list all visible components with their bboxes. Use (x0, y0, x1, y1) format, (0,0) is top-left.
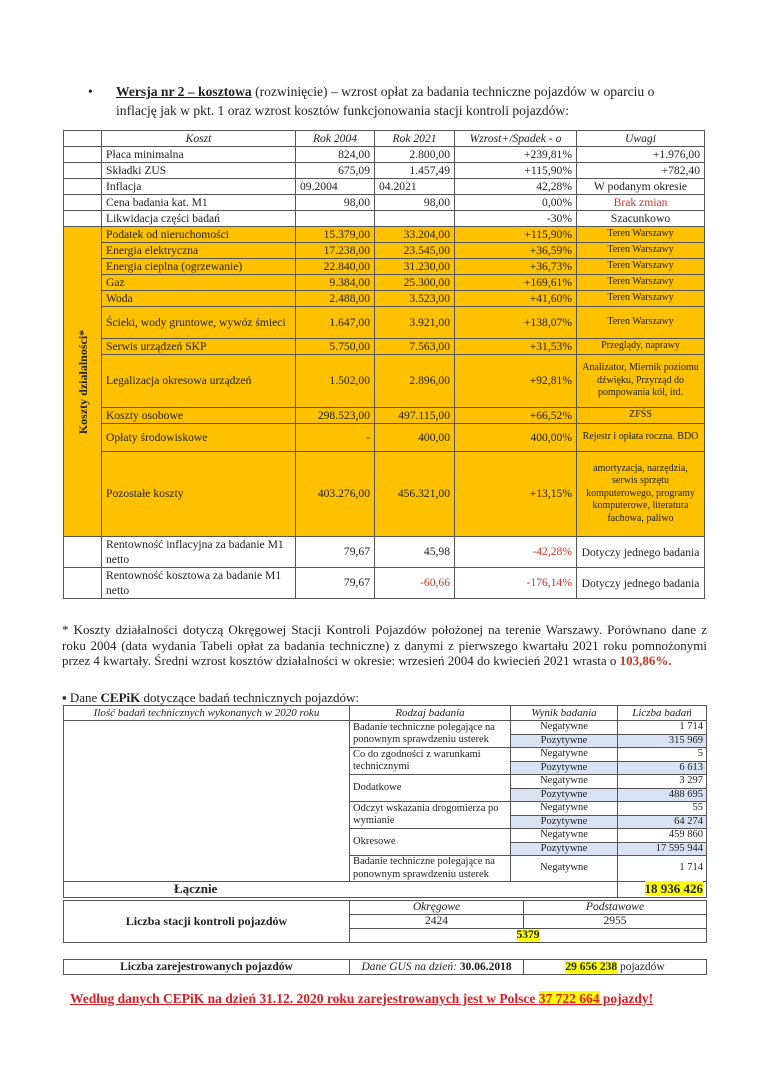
header-change: Wzrost+/Spadek - o (455, 131, 577, 147)
table-row (64, 424, 705, 452)
table-cell: Negatywne (511, 748, 618, 762)
stations-table (63, 900, 707, 943)
table-cell: +138,07% (455, 307, 577, 339)
table-cell: Pozytywne (511, 842, 618, 856)
table-cell: Składki ZUS (102, 163, 296, 179)
table-cell: 25.300,00 (375, 275, 455, 291)
stations-label: Liczba stacji kontroli pojazdów (64, 901, 350, 943)
table-cell: Gaz (102, 275, 296, 291)
table-cell: Okresowe (350, 829, 511, 856)
table-cell: Rentowność kosztowa za badanie M1 netto (102, 568, 296, 599)
table-cell: 33.204,00 (375, 227, 455, 243)
table-row (64, 227, 705, 243)
table-cell: Dotyczy jednego badania (577, 537, 705, 568)
table-cell: +115,90% (455, 227, 577, 243)
table-cell: 403.276,00 (296, 452, 375, 537)
table-cell: -42,28% (455, 537, 577, 568)
table-row (64, 147, 705, 163)
table-cell: Pozytywne (511, 761, 618, 775)
table-row (64, 960, 707, 975)
table-cell: Rejestr i opłata roczna. BDO (577, 424, 705, 452)
table-row (64, 163, 705, 179)
table-cell: Co do zgodności z warunkami technicznymi (350, 748, 511, 775)
stations-okregowe: 2424 (350, 915, 524, 929)
table-cell: Płaca minimalna (102, 147, 296, 163)
table-cell: 5.750,00 (296, 339, 375, 355)
table-cell: Opłaty środowiskowe (102, 424, 296, 452)
table-cell: 488 695 (618, 788, 707, 802)
table-cell: Dotyczy jednego badania (577, 568, 705, 599)
table-cell (64, 211, 102, 227)
table-cell: 824,00 (296, 147, 375, 163)
table-cell (64, 163, 102, 179)
registered-table (63, 959, 707, 975)
table-cell: 5 (618, 748, 707, 762)
table-cell (64, 147, 102, 163)
table-cell: 400,00% (455, 424, 577, 452)
table-cell: +1.976,00 (577, 147, 705, 163)
table-cell: -30% (455, 211, 577, 227)
table-cell (64, 195, 102, 211)
table-cell (64, 537, 102, 568)
table-cell: 1 714 (618, 721, 707, 735)
total-value: 18 936 426 (644, 881, 703, 897)
table-cell: Liczba badań (618, 706, 707, 721)
table-cell: 98,00 (296, 195, 375, 211)
cepik-table (63, 705, 707, 898)
intro-lead: Wersja nr 2 – kosztowa (116, 84, 252, 99)
table-cell: Wynik badania (511, 706, 618, 721)
group-label-cell (64, 227, 102, 537)
table-cell: 1.457,49 (375, 163, 455, 179)
table-cell (350, 929, 707, 943)
table-cell: Odczyt wskazania drogomierza po wymianie (350, 802, 511, 829)
header-2021: Rok 2021 (375, 131, 455, 147)
table-cell: 98,00 (375, 195, 455, 211)
table-row (64, 339, 705, 355)
table-row (64, 307, 705, 339)
table-cell: +13,15% (455, 452, 577, 537)
table-cell: +36,73% (455, 259, 577, 275)
table-cell: 3 297 (618, 775, 707, 789)
table-cell: Pozytywne (511, 788, 618, 802)
table-cell: +66,52% (455, 408, 577, 424)
table-cell: Legalizacja okresowa urządzeń (102, 355, 296, 408)
table-cell: Energia cieplna (ogrzewanie) (102, 259, 296, 275)
table-cell: Teren Warszawy (577, 275, 705, 291)
table-cell: 675,09 (296, 163, 375, 179)
table-cell: W podanym okresie (577, 179, 705, 195)
table-cell: Likwidacja części badań (102, 211, 296, 227)
table-cell: 55 (618, 802, 707, 816)
table-cell: Ścieki, wody gruntowe, wywóz śmieci (102, 307, 296, 339)
table-cell: 79,67 (296, 568, 375, 599)
table-cell: 1.502,00 (296, 355, 375, 408)
table-row (64, 243, 705, 259)
table-cell: Negatywne (511, 775, 618, 789)
total-value-cell (618, 882, 707, 898)
table-row (64, 195, 705, 211)
table-cell: Pozytywne (511, 815, 618, 829)
table-row (64, 568, 705, 599)
table-cell: Teren Warszawy (577, 291, 705, 307)
table-cell: Serwis urządzeń SKP (102, 339, 296, 355)
table-cell: 2.800,00 (375, 147, 455, 163)
table-cell: Negatywne (511, 802, 618, 816)
table-row (64, 355, 705, 408)
header-koszt: Koszt (102, 131, 296, 147)
table-cell: ZFŚS (577, 408, 705, 424)
footnote (62, 622, 707, 669)
stations-sum: 5379 (516, 929, 540, 941)
final-value: 37 722 664 (538, 991, 600, 1006)
table-cell: Ilość badań technicznych wykonanych w 2020 roku (64, 706, 350, 721)
registered-label: Liczba zarejestrowanych pojazdów (64, 960, 350, 975)
table-cell: amortyzacja, narzędzia, serwis sprzętu komputerowego, programy komputerowe, literatura fachowa, paliwo (577, 452, 705, 537)
table-row (64, 452, 705, 537)
table-cell: +36,59% (455, 243, 577, 259)
total-row (64, 882, 707, 898)
table-cell: Teren Warszawy (577, 243, 705, 259)
table-cell: Koszty osobowe (102, 408, 296, 424)
table-cell: 0,00% (455, 195, 577, 211)
table-cell: Przeglądy, naprawy (577, 339, 705, 355)
table-cell: 31.230,00 (375, 259, 455, 275)
table-row (64, 291, 705, 307)
cepik-heading: ▪ Dane CEPiK dotyczące badań technicznych pojazdów: (62, 690, 360, 705)
table-cell (375, 211, 455, 227)
table-cell: Woda (102, 291, 296, 307)
table-cell: 1 714 (618, 856, 707, 882)
table-row (64, 259, 705, 275)
status-no-change: Brak zmian (577, 195, 705, 211)
table-cell: Dodatkowe (350, 775, 511, 802)
table-cell: 315 969 (618, 734, 707, 748)
table-cell: Okręgowe (350, 901, 524, 915)
table-cell: +239,81% (455, 147, 577, 163)
group-label: Koszty działalności* (75, 329, 90, 434)
table-cell: Szacunkowo (577, 211, 705, 227)
registered-count-cell: 29 656 238 pojazdów (524, 960, 707, 975)
intro-text: (rozwinięcie) – wzrost opłat za badania techniczne pojazdów w oparciu o inflację jak w pkt. 1 oraz wzrost kosztów funkcjonowania stacji kontroli pojazdów: (116, 84, 655, 118)
table-cell: Teren Warszawy (577, 227, 705, 243)
table-cell: 79,67 (296, 537, 375, 568)
table-cell (64, 721, 350, 882)
footnote-text: * Koszty działalności dotyczą Okręgowej Stacji Kontroli Pojazdów położonej na terenie Warszawy. Porównano dane z roku 2004 (data wydania Tabeli opłat za badania techniczne) z danymi z pierwszego kwartału 2021 roku pomnożonymi przez 4 kwartały. Średni wzrost kosztów działalności w okresie: wrzesień 2004 do kwiecień 2021 wrasta o (62, 622, 707, 668)
table-cell: Teren Warszawy (577, 259, 705, 275)
table-cell: 42,28% (455, 179, 577, 195)
table-cell: Badanie techniczne polegające na ponownym sprawdzeniu usterek (350, 856, 511, 882)
table-row (64, 275, 705, 291)
table-cell: 64 274 (618, 815, 707, 829)
table-cell: 3.921,00 (375, 307, 455, 339)
table-cell: Rodzaj badania (350, 706, 511, 721)
table-cell: Podatek od nieruchomości (102, 227, 296, 243)
table-cell: 2.488,00 (296, 291, 375, 307)
bullet-icon: ▪ (62, 690, 67, 705)
table-cell: +782,40 (577, 163, 705, 179)
cepik-table-header (64, 706, 707, 721)
table-row (64, 408, 705, 424)
table-cell: 15.379,00 (296, 227, 375, 243)
table-cell: Analizator, Miernik poziomu dźwięku, Przyrząd do pompowania kół, itd. (577, 355, 705, 408)
table-cell: 298.523,00 (296, 408, 375, 424)
table-cell: 2.896,00 (375, 355, 455, 408)
intro-paragraph (88, 82, 698, 120)
table-cell: Negatywne (511, 721, 618, 735)
table-row (64, 537, 705, 568)
table-cell: 09.2004 (296, 179, 375, 195)
table-cell: Negatywne (511, 829, 618, 843)
footnote-value: 103,86%. (619, 653, 672, 668)
table-cell (64, 131, 102, 147)
table-cell: 7.563,00 (375, 339, 455, 355)
table-cell (64, 568, 102, 599)
table-cell: 6 613 (618, 761, 707, 775)
table-row (64, 901, 707, 915)
table-cell: 45,98 (375, 537, 455, 568)
table-cell: - (296, 424, 375, 452)
table-cell: 497.115,00 (375, 408, 455, 424)
table-cell: Rentowność inflacyjna za badanie M1 netto (102, 537, 296, 568)
table-cell: 17.238,00 (296, 243, 375, 259)
table-cell: Podstawowe (524, 901, 707, 915)
table-cell: 459 860 (618, 829, 707, 843)
cost-table-header (64, 131, 705, 147)
table-cell: +92,81% (455, 355, 577, 408)
table-cell: +115,90% (455, 163, 577, 179)
table-cell: 23.545,00 (375, 243, 455, 259)
table-cell: Teren Warszawy (577, 307, 705, 339)
table-cell: 456.321,00 (375, 452, 455, 537)
table-cell: +31,53% (455, 339, 577, 355)
table-cell (296, 211, 375, 227)
table-row (64, 721, 707, 735)
table-cell: 17 595 944 (618, 842, 707, 856)
table-row (64, 211, 705, 227)
table-cell: Negatywne (511, 856, 618, 882)
table-cell: 1.647,00 (296, 307, 375, 339)
table-cell: Inflacja (102, 179, 296, 195)
registered-source: Dane GUS na dzień: 30.06.2018 (350, 960, 524, 975)
header-uwagi: Uwagi (577, 131, 705, 147)
final-statement: Według danych CEPiK na dzień 31.12. 2020 roku zarejestrowanych jest w Polsce 37 722 664 pojazdy! (70, 991, 654, 1006)
total-label: Łącznie (64, 882, 618, 898)
table-cell: 400,00 (375, 424, 455, 452)
table-cell: Pozytywne (511, 734, 618, 748)
header-2004: Rok 2004 (296, 131, 375, 147)
table-cell: -60,66 (375, 568, 455, 599)
registered-count: 29 656 238 (565, 961, 618, 973)
table-cell: Cena badania kat. M1 (102, 195, 296, 211)
table-cell: -176,14% (455, 568, 577, 599)
table-cell: Pozostałe koszty (102, 452, 296, 537)
stations-podstawowe: 2955 (524, 915, 707, 929)
table-cell (64, 179, 102, 195)
table-cell: 3.523,00 (375, 291, 455, 307)
table-cell: +169,61% (455, 275, 577, 291)
table-cell: 9.384,00 (296, 275, 375, 291)
table-cell: Badanie techniczne polegające na ponownym sprawdzeniu usterek (350, 721, 511, 748)
table-cell: 22.840,00 (296, 259, 375, 275)
table-row (64, 179, 705, 195)
cost-table (63, 130, 705, 599)
table-cell: +41,60% (455, 291, 577, 307)
table-cell: Energia elektryczna (102, 243, 296, 259)
table-cell: 04.2021 (375, 179, 455, 195)
bullet-icon: • (88, 84, 93, 99)
